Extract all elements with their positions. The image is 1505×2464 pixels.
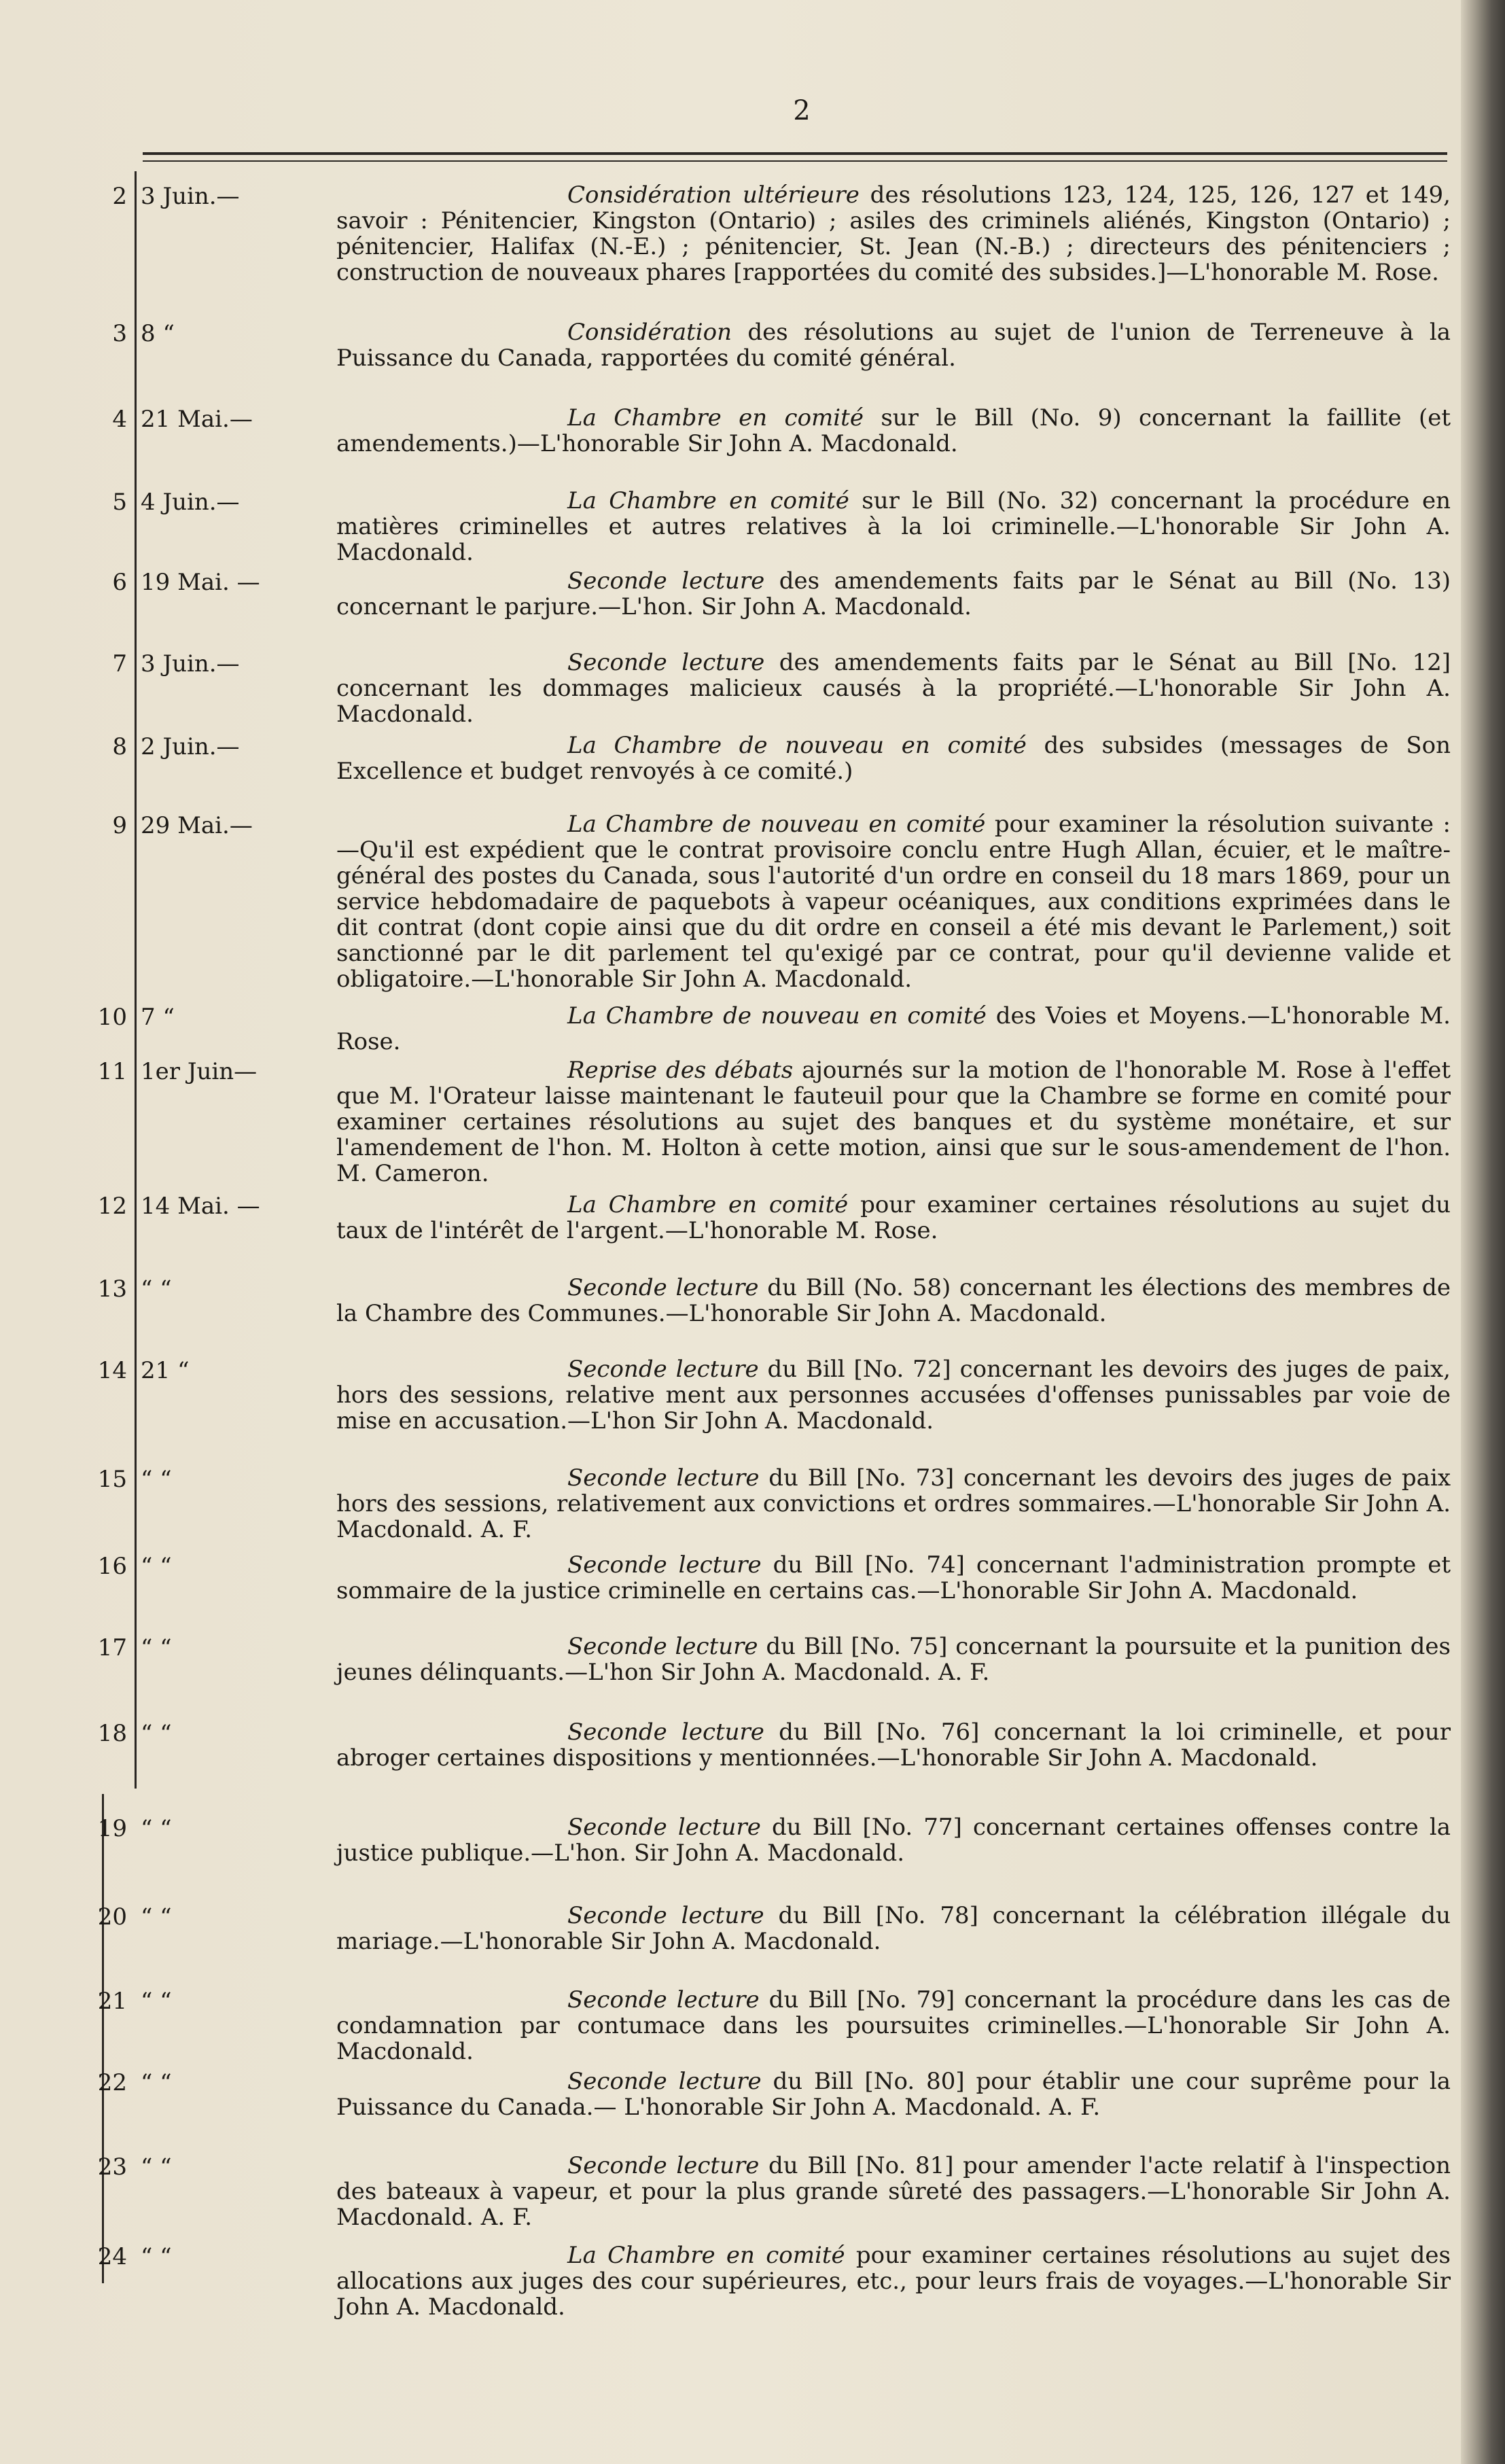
entry-number: 17: [97, 1634, 127, 1661]
order-entry: [65, 182, 1451, 311]
order-entry: [65, 1192, 1451, 1253]
entry-date: “ “: [141, 1720, 172, 1747]
entry-lead: La Chambre de nouveau en comité: [567, 1002, 987, 1029]
order-entry: [65, 487, 1451, 566]
order-entry: [65, 1634, 1451, 1695]
entry-body: des résolutions au sujet de l'union de Terreneuve à la Puissance du Canada, rapportées du comité général.: [336, 319, 1451, 372]
entry-text: [65, 1003, 1451, 1055]
entry-number: 23: [97, 2153, 127, 2181]
header-rule-thin: [143, 160, 1447, 162]
entry-body: des Voies et Moyens.—L'honorable M. Rose.: [336, 1002, 1451, 1055]
entry-body: ajournés sur la motion de l'honorable M. Rose à l'effet que M. l'Orateur laisse maintenant le fauteuil pour que la Chambre se forme en comité pour examiner certaines résolutions au sujet des banques et du système monétaire, et sur l'amendement de l'hon. M. Holton à cette motion, ainsi que sur le sous-amendement de l'hon. M. Cameron.: [336, 1057, 1451, 1187]
entry-number: 15: [97, 1466, 127, 1493]
order-entry: [65, 2242, 1451, 2321]
entry-lead: Considération: [567, 319, 732, 346]
entry-body: du Bill (No. 58) concernant les élections des membres de la Chambre des Communes.—L'honorable Sir John A. Macdonald.: [336, 1274, 1451, 1327]
page-edge-shadow: [1461, 0, 1505, 2464]
entry-number: 13: [97, 1275, 127, 1303]
entry-number: 3: [112, 320, 127, 347]
entry-number: 4: [112, 406, 127, 433]
entry-text: [65, 1465, 1451, 1543]
entry-number: 10: [97, 1004, 127, 1031]
entry-lead: Seconde lecture: [567, 649, 765, 676]
entry-text: [65, 1552, 1451, 1604]
order-entry: [65, 2152, 1451, 2231]
entry-text: [65, 1192, 1451, 1244]
entry-lead: La Chambre de nouveau en comité: [567, 732, 1027, 759]
order-entry: [65, 1552, 1451, 1613]
entry-body: pour examiner certaines résolutions au sujet des allocations aux juges des cour supérieures, etc., pour leurs frais de voyages.—L'honorable Sir John A. Macdonald.: [336, 2242, 1451, 2321]
entry-lead: Seconde lecture: [567, 1719, 764, 1746]
entry-date: 21 Mai.—: [141, 406, 253, 433]
entry-body: du Bill [No. 72] concernant les devoirs des juges de paix, hors des sessions, relative ment aux personnes accusées d'offenses punissables par voie de mise en accusation.—L'hon Sir John A. Macdonald.: [336, 1356, 1451, 1435]
entry-body: des amendements faits par le Sénat au Bill (No. 13) concernant le parjure.—L'hon. Sir John A. Macdonald.: [336, 567, 1451, 620]
entry-lead: Considération ultérieure: [567, 181, 860, 209]
entry-lead: Seconde lecture: [567, 1551, 762, 1579]
entry-body: du Bill [No. 74] concernant l'administration prompte et sommaire de la justice criminelle en certains cas.—L'honorable Sir John A. Macdonald.: [336, 1551, 1451, 1604]
entry-text: [65, 405, 1451, 457]
entry-date: 14 Mai. —: [141, 1193, 260, 1220]
order-entry: [65, 811, 1451, 1008]
entry-lead: La Chambre en comité: [567, 404, 864, 432]
entry-number: 24: [97, 2243, 127, 2270]
entry-text: [65, 811, 1451, 992]
entry-number: 5: [112, 489, 127, 516]
entry-date: “ “: [141, 1553, 172, 1580]
entry-date: 3 Juin.—: [141, 650, 240, 677]
entry-text: [65, 2069, 1451, 2120]
entry-text: [65, 733, 1451, 784]
entry-body: du Bill [No. 76] concernant la loi criminelle, et pour abroger certaines dispositions y mentionnées.—L'honorable Sir John A. Macdonald.: [336, 1719, 1451, 1772]
entry-body: du Bill [No. 80] pour établir une cour suprême pour la Puissance du Canada.— L'honorable Sir John A. Macdonald. A. F.: [336, 2068, 1451, 2121]
entry-lead: La Chambre en comité: [567, 2242, 845, 2269]
entry-body: des amendements faits par le Sénat au Bill [No. 12] concernant les dommages malicieux causés à la propriété.—L'honorable Sir John A. Macdonald.: [336, 649, 1451, 728]
entry-number: 11: [97, 1058, 127, 1085]
entry-body: du Bill [No. 81] pour amender l'acte relatif à l'inspection des bateaux à vapeur, et pour la plus grande sûreté des passagers.—L'honorable Sir John A. Macdonald. A. F.: [336, 2152, 1451, 2231]
entry-date: “ “: [141, 2069, 172, 2096]
entry-text: [65, 319, 1451, 371]
entry-body: sur le Bill (No. 9) concernant la faillite (et amendements.)—L'honorable Sir John A. Macdonald.: [336, 404, 1451, 457]
entry-number: 2: [112, 183, 127, 210]
entry-number: 19: [97, 1815, 127, 1842]
entry-body: du Bill [No. 78] concernant la célébration illégale du mariage.—L'honorable Sir John A. Macdonald.: [336, 1902, 1451, 1955]
entry-lead: Seconde lecture: [567, 1356, 759, 1383]
order-entry: [65, 1986, 1451, 2065]
entry-lead: Seconde lecture: [567, 2068, 762, 2095]
entry-text: [65, 1634, 1451, 1685]
entry-date: 7 “: [141, 1004, 175, 1031]
entry-date: “ “: [141, 2153, 172, 2181]
entry-number: 7: [112, 650, 127, 677]
entry-body: du Bill [No. 79] concernant la procédure dans les cas de condamnation par contumace dans les poursuites criminelles.—L'honorable Sir John A. Macdonald.: [336, 1986, 1451, 2065]
entry-lead: Seconde lecture: [567, 1986, 760, 2013]
order-entry: [65, 319, 1451, 381]
entry-date: “ “: [141, 1903, 172, 1931]
order-entry: [65, 2069, 1451, 2130]
order-entry: [65, 1464, 1451, 1543]
order-entry: [65, 1814, 1451, 1876]
order-entry: [65, 1275, 1451, 1336]
entry-body: des résolutions 123, 124, 125, 126, 127 et 149, savoir : Pénitencier, Kingston (Ontario) ; asiles des criminels aliénés, Kingston (Ontario) ; pénitencier, Halifax (N.-E.) ; pénitencier, St. Jean (N.-B.) ; directeurs des pénitenciers ; construction de nouveaux phares [rapportées du comité des subsides.]—L'honorable M. Rose.: [336, 181, 1451, 286]
entry-date: 3 Juin.—: [141, 183, 240, 210]
entry-number: 9: [112, 812, 127, 839]
entry-number: 21: [97, 1988, 127, 2015]
entry-number: 16: [97, 1553, 127, 1580]
entry-lead: Seconde lecture: [567, 567, 765, 595]
entry-text: [65, 1987, 1451, 2064]
entry-number: 8: [112, 733, 127, 760]
entry-lead: Seconde lecture: [567, 1274, 759, 1301]
entry-body: du Bill [No. 73] concernant les devoirs des juges de paix hors des sessions, relativement aux convictions et ordres sommaires.—L'honorable Sir John A. Macdonald. A. F.: [336, 1464, 1451, 1543]
entry-lead: Seconde lecture: [567, 1464, 760, 1492]
entry-date: 4 Juin.—: [141, 489, 240, 516]
entry-text: [65, 568, 1451, 620]
entry-date: 29 Mai.—: [141, 812, 253, 839]
entry-date: 19 Mai. —: [141, 569, 260, 596]
entry-text: [65, 1057, 1451, 1186]
order-entry: [65, 2327, 1451, 2388]
entry-body: pour examiner la résolution suivante :—Qu'il est expédient que le contrat provisoire conclu entre Hugh Allan, écuier, et le maître-général des postes du Canada, sous l'autorité d'un ordre en conseil du 18 mars 1869, pour un service hebdomadaire de paquebots à vapeur océaniques, aux conditions exprimées dans le dit contrat (dont copie ainsi que du dit ordre en conseil a été mis devant le Parlement,) soit sanctionné par le dit parlement tel qu'exigé par ce contrat, pour qu'il devienne valide et obligatoire.—L'honorable Sir John A. Macdonald.: [336, 811, 1451, 993]
entry-number: 20: [97, 1903, 127, 1931]
entry-lead: La Chambre de nouveau en comité: [567, 811, 986, 838]
entry-date: 1er Juin—: [141, 1058, 258, 1085]
entry-date: 2 Juin.—: [141, 733, 240, 760]
entry-number: 12: [97, 1193, 127, 1220]
entry-date: 8 “: [141, 320, 175, 347]
order-entry: [65, 1719, 1451, 1780]
entry-lead: Seconde lecture: [567, 2152, 760, 2179]
order-entry: [65, 733, 1451, 794]
entry-date: “ “: [141, 1466, 172, 1493]
entry-number: 18: [97, 1720, 127, 1747]
entry-body: du Bill [No. 77] concernant certaines offenses contre la justice publique.—L'hon. Sir John A. Macdonald.: [336, 1814, 1451, 1867]
header-rule: [143, 152, 1447, 155]
entry-number: 6: [112, 569, 127, 596]
page-number: 2: [793, 95, 811, 126]
order-entry: [65, 1903, 1451, 1964]
entry-text: [65, 2153, 1451, 2230]
entry-date: “ “: [141, 1815, 172, 1842]
entry-text: [65, 1903, 1451, 1954]
entry-text: [65, 1356, 1451, 1434]
entry-text: [65, 488, 1451, 565]
entry-number: 14: [97, 1357, 127, 1384]
order-entry: [65, 1057, 1451, 1193]
entry-lead: Reprise des débats: [567, 1057, 794, 1084]
entry-text: [65, 1814, 1451, 1866]
entry-date: “ “: [141, 1275, 172, 1303]
order-entry: [65, 405, 1451, 466]
entry-body: des subsides (messages de Son Excellence et budget renvoyés à ce comité.): [336, 732, 1451, 785]
entry-lead: Seconde lecture: [567, 1633, 758, 1660]
entry-lead: La Chambre en comité: [567, 487, 849, 514]
entry-text: [65, 2242, 1451, 2320]
order-entry: [65, 568, 1451, 629]
entry-lead: La Chambre en comité: [567, 1191, 849, 1218]
entry-number: 22: [97, 2069, 127, 2096]
entry-lead: Seconde lecture: [567, 1902, 764, 1929]
entry-body: pour examiner certaines résolutions au sujet du taux de l'intérêt de l'argent.—L'honorable M. Rose.: [336, 1191, 1451, 1244]
entry-body: du Bill [No. 75] concernant la poursuite et la punition des jeunes délinquants.—L'hon Sir John A. Macdonald. A. F.: [336, 1633, 1451, 1686]
entry-text: [65, 650, 1451, 727]
entry-date: 21 “: [141, 1357, 190, 1384]
order-entry: [65, 1356, 1451, 1445]
entry-text: [65, 1719, 1451, 1771]
order-entry: [65, 649, 1451, 728]
entry-lead: Seconde lecture: [567, 1814, 761, 1841]
entry-date: “ “: [141, 2243, 172, 2270]
entry-text: [65, 182, 1451, 285]
entry-date: “ “: [141, 1634, 172, 1661]
entry-body: sur le Bill (No. 32) concernant la procédure en matières criminelles et autres relatives à la loi criminelle.—L'honorable Sir John A. Macdonald.: [336, 487, 1451, 566]
entry-date: “ “: [141, 1988, 172, 2015]
order-entry: [65, 1002, 1451, 1055]
entry-text: [65, 1275, 1451, 1326]
